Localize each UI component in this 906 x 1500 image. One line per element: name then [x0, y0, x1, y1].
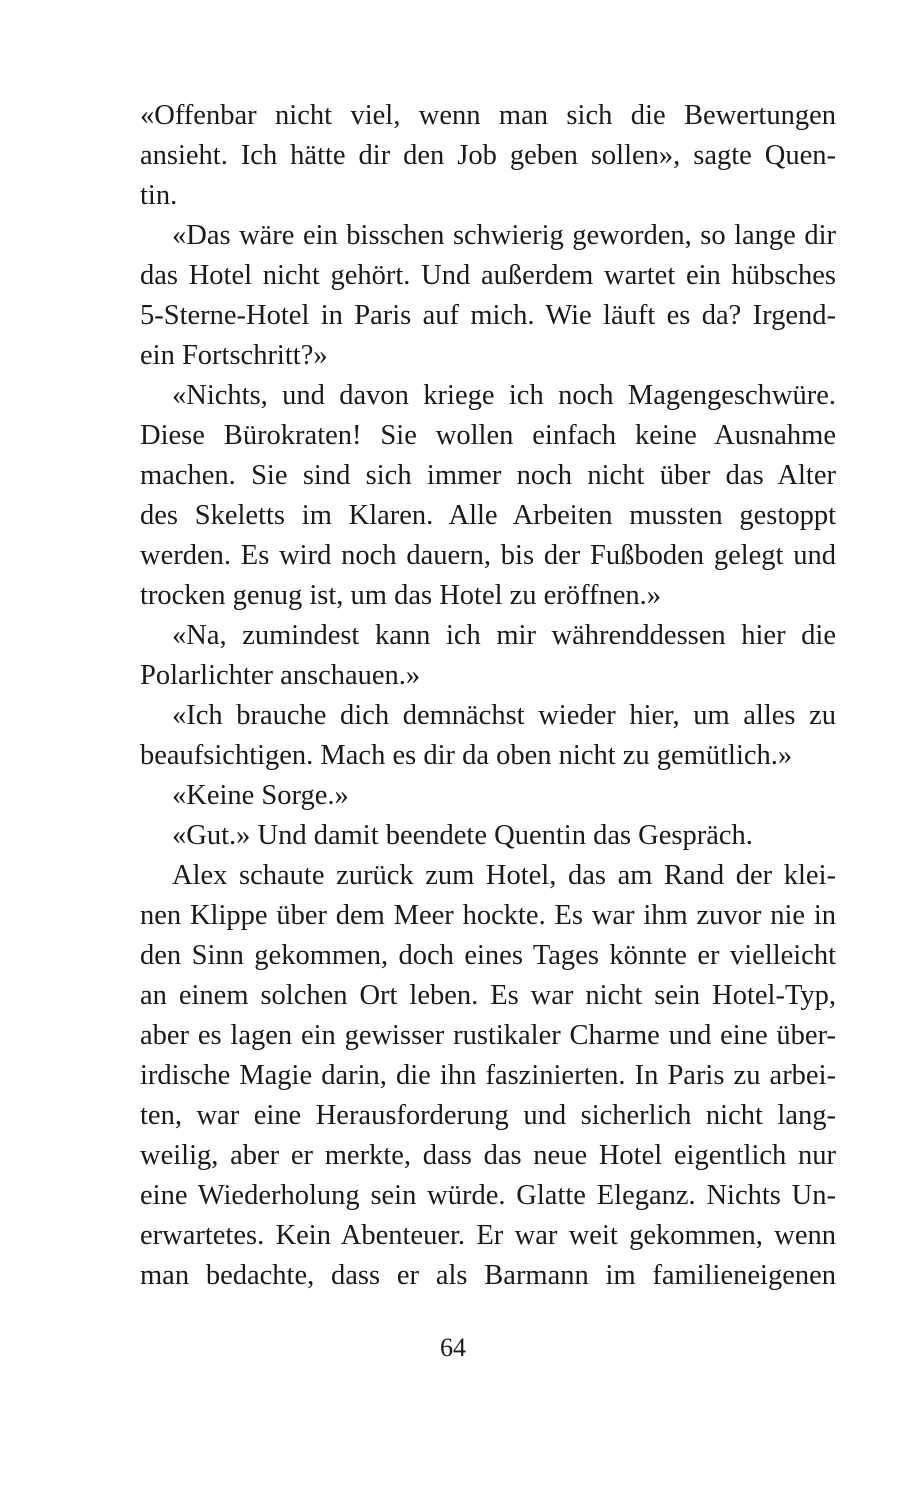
text-line: den Sinn gekommen, doch eines Tages könnte er vielleicht: [140, 940, 836, 971]
text-line: weilig, aber er merkte, dass das neue Hotel eigentlich nur: [140, 1140, 836, 1171]
text-line: «Offenbar nicht viel, wenn man sich die Bewertungen: [140, 100, 836, 131]
text-line: Alex schaute zurück zum Hotel, das am Rand der klei-: [172, 860, 836, 891]
text-line: des Skeletts im Klaren. Alle Arbeiten mussten gestoppt: [140, 500, 836, 531]
text-line: ten, war eine Herausforderung und sicherlich nicht lang-: [140, 1100, 836, 1131]
text-line: «Das wäre ein bisschen schwierig geworden, so lange dir: [172, 220, 836, 251]
text-line: das Hotel nicht gehört. Und außerdem wartet ein hübsches: [140, 260, 836, 291]
text-line: «Nichts, und davon kriege ich noch Magengeschwüre.: [172, 380, 836, 411]
text-line: aber es lagen ein gewisser rustikaler Charme und eine über-: [140, 1020, 836, 1051]
text-line: an einem solchen Ort leben. Es war nicht sein Hotel-Typ,: [140, 980, 836, 1011]
text-line: eine Wiederholung sein würde. Glatte Eleganz. Nichts Un-: [140, 1180, 836, 1211]
text-line: man bedachte, dass er als Barmann im familieneigenen: [140, 1260, 836, 1291]
text-line: trocken genug ist, um das Hotel zu eröffnen.»: [140, 580, 662, 611]
text-line: ein Fortschritt?»: [140, 340, 328, 371]
text-line: «Gut.» Und damit beendete Quentin das Gespräch.: [172, 820, 753, 851]
text-line: «Keine Sorge.»: [172, 780, 349, 811]
text-line: werden. Es wird noch dauern, bis der Fußboden gelegt und: [140, 540, 836, 571]
text-line: Polarlichter anschauen.»: [140, 660, 421, 691]
text-line: 5-Sterne-Hotel in Paris auf mich. Wie läuft es da? Irgend-: [140, 300, 836, 331]
text-line: tin.: [140, 180, 178, 211]
text-line: «Ich brauche dich demnächst wieder hier, um alles zu: [172, 700, 836, 731]
text-line: erwartetes. Kein Abenteuer. Er war weit gekommen, wenn: [140, 1220, 836, 1251]
page-number: 64: [440, 1333, 466, 1362]
text-line: nen Klippe über dem Meer hockte. Es war ihm zuvor nie in: [140, 900, 836, 931]
text-line: irdische Magie darin, die ihn faszinierten. In Paris zu arbei-: [140, 1060, 836, 1091]
text-line: beaufsichtigen. Mach es dir da oben nicht zu gemütlich.»: [140, 740, 793, 771]
text-line: «Na, zumindest kann ich mir währenddessen hier die: [172, 620, 836, 651]
text-line: Diese Bürokraten! Sie wollen einfach keine Ausnahme: [140, 420, 836, 451]
text-line: machen. Sie sind sich immer noch nicht über das Alter: [140, 460, 836, 491]
text-line: ansieht. Ich hätte dir den Job geben sollen», sagte Quen-: [140, 140, 836, 171]
